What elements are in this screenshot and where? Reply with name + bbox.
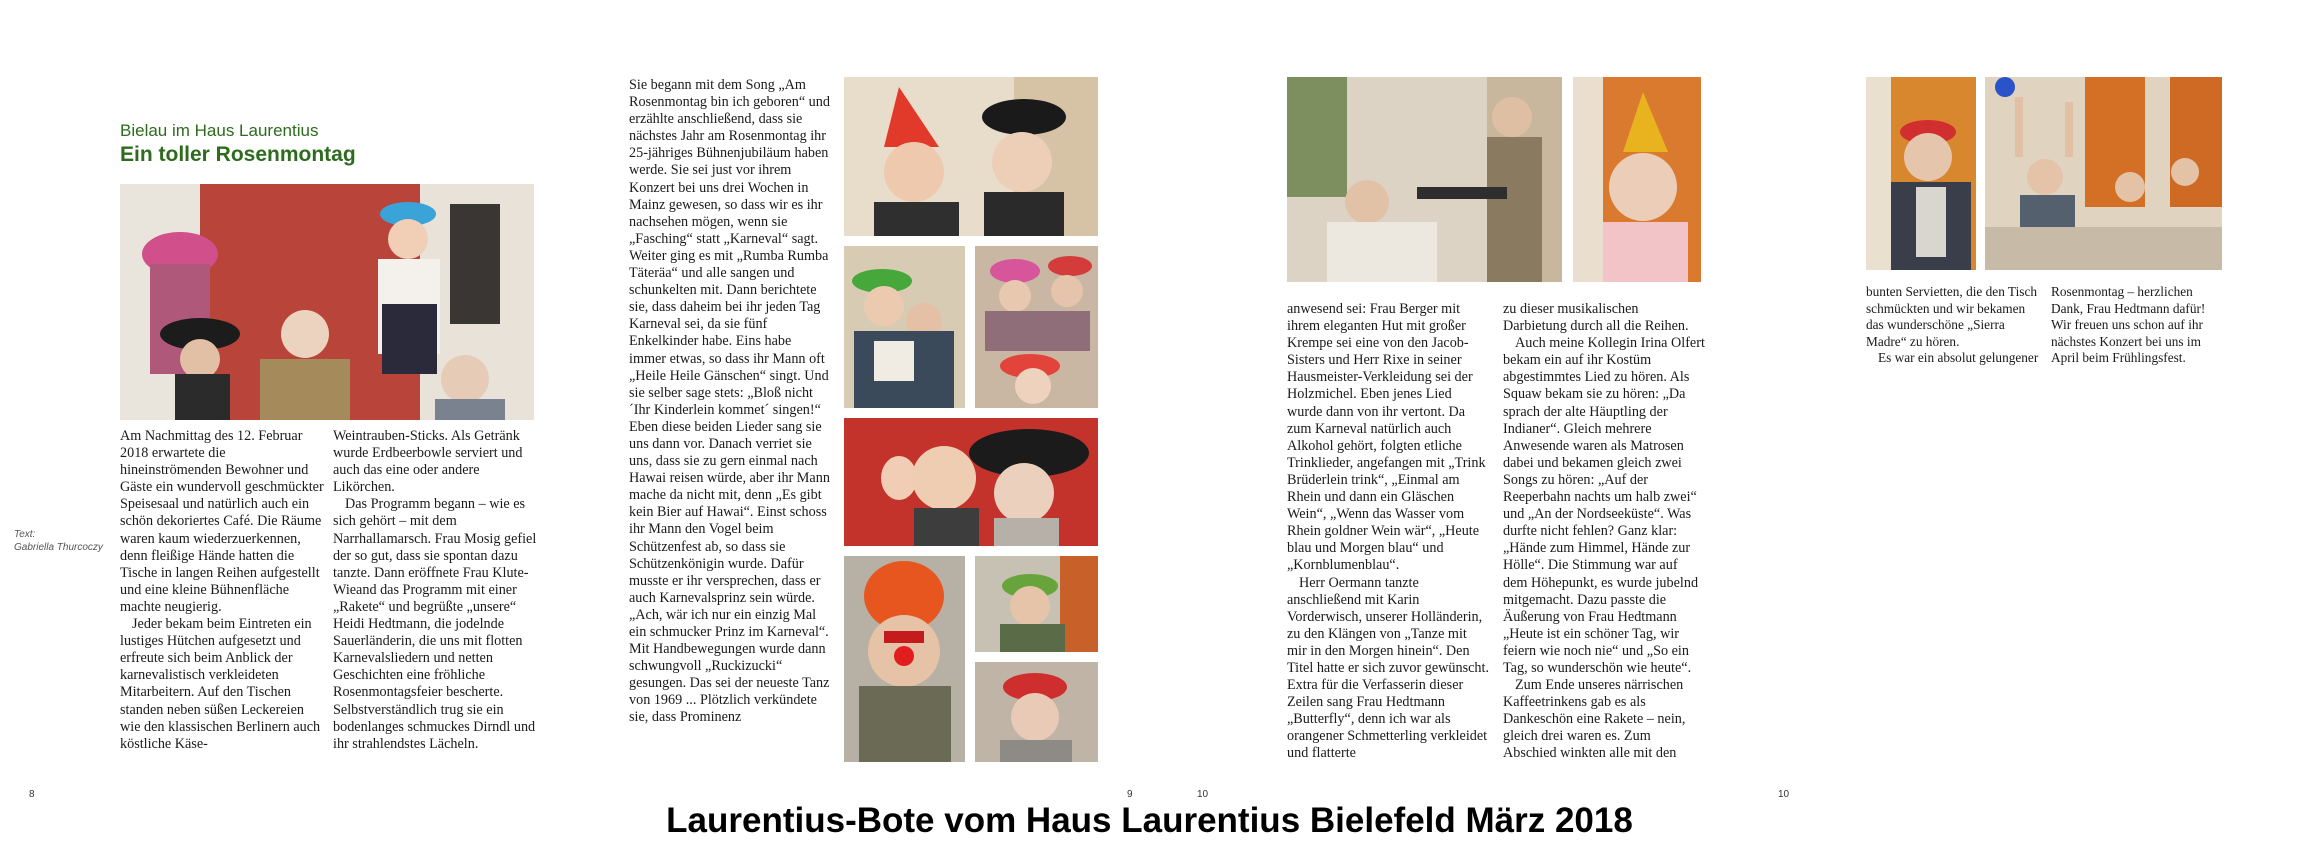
- credit-author: Gabriella Thurcoczy: [14, 542, 103, 553]
- photo-two-women-hats: [844, 77, 1098, 236]
- page8-column-1: [120, 428, 326, 768]
- page10b-column-2: [2051, 284, 2227, 424]
- photo-pink-hats: [975, 246, 1098, 408]
- paragraph: Sie begann mit dem Song „Am Rosenmontag bin ich geboren“ und erzählte anschließend, dass sie nächstes Jahr am Rosenmontag ihr 25-jähriges Bühnenjubiläum haben werde. Sie sei just vor ihrem Konzert bei uns drei Wochen in Mainz gewesen, so dass wir es ihr nachsehen mögen, wenn sie „Fasching“ statt „Karneval“ sagt. Weiter ging es mit „Rumba Rumba Täteräa“ und alle sangen und schunkelten mit. Dann berichtete sie, dass daheim bei ihr jeden Tag Karneval sei, da sie fünf Enkelkinder habe. Eins habe immer etwas, so dass ihr Mann oft „Heile Heile Gänschen“ singt. Und sie selber sage stets: „Bloß nicht ´Ihr Kinderlein kommet´ singen!“ Eben diese beiden Lieder sang sie uns dann vor. Danach verriet sie uns, dass sie zu gern einmal nach Hawai reisen würde, aber ihr Mann mache da nicht mit, denn „Es gibt kein Bier auf Hawai“. Einst schoss ihr Mann den Vogel beim Schützenfest ab, so dass sie Schützenkönigin wurde. Dafür musste er ihr versprechen, dass er auch Karnevalsprinz sein würde. „Ach, wär ich nur ein einzig Mal ein schmucker Prinz im Karneval“. Mit Handbewegungen wurde dann schwungvoll „Ruckizucki“ gesungen. Das sei der neueste Tanz von 1969 ... Plötzlich verkündete sie, dass Prominenz: [629, 77, 830, 726]
- page-number: 9: [1127, 789, 1133, 800]
- photo-orange-cap-clown-nose: [844, 556, 965, 762]
- paragraph: bunten Servietten, die den Tisch schmückten und wir bekamen das wunderschöne „Sierra Madre“ zu hören.: [1866, 284, 2037, 349]
- footer-caption: Laurentius-Bote vom Haus Laurentius Bielefeld März 2018: [666, 801, 1633, 840]
- photo-singer-with-residents: [120, 184, 534, 420]
- page10a-column-2: [1503, 301, 1705, 767]
- paragraph: Jeder bekam beim Eintreten ein lustiges Hütchen aufgesetzt und erfreute sich beim Anblick der karnevalistisch verkleideten Mitarbeitern. Auf den Tischen standen neben süßen Leckereien wie den klassischen Berlinern auch köstliche Käse-: [120, 616, 321, 752]
- paragraph: Auch meine Kollegin Irina Olfert bekam ein auf ihr Kostüm abgestimmtes Lied zu hören. Als Squaw bekam sie zu hören: „Da sprach der alte Häuptling der Indianer“. Gleich mehrere Anwesende waren als Matrosen dabei und bekamen gleich zwei Songs zu hören: „Auf der Reeperbahn nachts um halb zwei“ und „An der Nordseeküste“. Was durfte nicht fehlen? Ganz klar: „Hände zum Himmel, Hände zur Hölle“. Die Stimmung war auf dem Höhepunkt, es wurde jubelnd mitgemacht. Dazu passte die Äußerung von Frau Hedtmann „Heute ist ein schöner Tag, wir feiern wie noch nie“ und „So ein Tag, so wunderschön wie heute“.: [1503, 335, 1705, 676]
- page-number: 10: [1778, 789, 1790, 800]
- paragraph: Das Programm begann – wie es sich gehört – mit dem Narrhallamarsch. Frau Mosig gefiel der so gut, dass sie spontan dazu tanzte. Dann eröffnete Frau Klute-Wieand das Programm mit einer „Rakete“ und begrüßte „unsere“ Heidi Hedtmann, die jodelnde Sauerländerin, die uns mit flotten Karnevalsliedern und netten Geschichten eine fröhliche Rosenmontagsfeier bescherte. Selbstverständlich trug sie ein bodenlanges schmuckes Dirndl und ihr strahlendstes Lächeln.: [333, 496, 537, 752]
- page-number: 10: [1197, 789, 1209, 800]
- paragraph: Rosenmontag – herzlichen Dank, Frau Hedtmann dafür! Wir freuen uns schon auf ihr nächstes Konzert bei uns im April beim Frühlingsfest.: [2051, 284, 2206, 365]
- photo-green-hat: [844, 246, 965, 408]
- paragraph: Zum Ende unseres närrischen Kaffeetrinkens gab es als Dankeschön eine Rakete – nein, gleich drei waren es. Zum Abschied winkten alle mit den: [1503, 677, 1686, 762]
- photo-red-cap: [975, 662, 1098, 762]
- article-title: Ein toller Rosenmontag: [120, 143, 356, 166]
- paragraph: Am Nachmittag des 12. Februar 2018 erwartete die hineinströmenden Bewohner und Gäste ein wundervoll geschmückter Speisesaal und natürlich auch ein schön dekoriertes Café. Die Räume waren kaum wiederzuerkennen, denn fleißige Hände hatten die Tische in langen Reihen aufgestellt und eine kleine Bühnenfläche machte neugierig.: [120, 428, 324, 615]
- page10a-column-1: [1287, 301, 1489, 767]
- credit-label: Text:: [14, 529, 36, 540]
- photo-hands-up-crowd: [1985, 77, 2222, 270]
- paragraph: zu dieser musikalischen Darbietung durch all die Reihen.: [1503, 301, 1689, 335]
- paragraph: Weintrauben-Sticks. Als Getränk wurde Erdbeerbowle serviert und auch das eine oder andere Likörchen.: [333, 428, 523, 496]
- page-number: 8: [29, 789, 35, 800]
- page9-column-1: [629, 77, 831, 767]
- photo-party-hat-lady: [1573, 77, 1701, 282]
- paragraph: Es war ein absolut gelungener: [1878, 350, 2039, 365]
- paragraph: Herr Oermann tanzte anschließend mit Karin Vorderwisch, unserer Holländerin, zu den Klängen von „Tanze mit mir in den Morgen hinein“. Den Titel hatte er sich zuvor gewünscht. Extra für die Verfasserin dieser Zeilen sang Frau Hedtmann „Butterfly“, denn ich war als orangener Schmetterling verkleidet und flatterte: [1287, 574, 1489, 762]
- page10b-column-1: [1866, 284, 2042, 424]
- page8-column-2: [333, 428, 539, 768]
- photo-handshake-dance: [1287, 77, 1562, 282]
- photo-waving-women: [844, 418, 1098, 546]
- photo-green-cap: [975, 556, 1098, 652]
- article-kicker: Bielau im Haus Laurentius: [120, 121, 319, 140]
- paragraph: anwesend sei: Frau Berger mit ihrem eleganten Hut mit großer Krempe sei eine von den Jacob-Sisters und Herr Rixe in seiner Hausmeister-Verkleidung sei der Holzmichel. Eben jenes Lied wurde dann von ihr vertont. Da zum Karneval natürlich auch Alkohol gehört, folgten etliche Trinklieder, angefangen mit „Trink Brüderlein trink“, „Einmal am Rhein und dann ein Gläschen Wein“, „Wenn das Wasser vom Rhein goldner Wein wär“, „Heute blau und Morgen blau“ und „Kornblumenblau“.: [1287, 301, 1486, 574]
- author-credit: [14, 528, 124, 554]
- photo-red-cap-man: [1866, 77, 1976, 270]
